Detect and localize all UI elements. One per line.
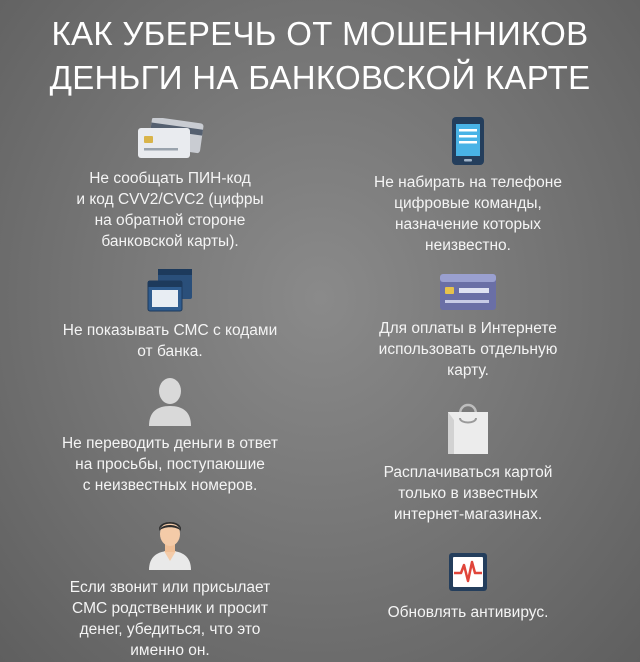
credit-cards-icon bbox=[134, 118, 206, 162]
tip-line: на просьбы, поступаюшие bbox=[75, 456, 265, 473]
tip-line: банковской карты). bbox=[101, 233, 239, 250]
tip-money-transfer bbox=[35, 375, 305, 496]
tip-line: и код CVV2/CVC2 (цифры bbox=[76, 191, 264, 208]
tip-line: Не показывать СМС с кодами bbox=[62, 322, 278, 339]
tip-antivirus bbox=[333, 552, 603, 623]
shopping-bag-icon bbox=[446, 400, 490, 456]
tip-line: использовать отдельную bbox=[378, 341, 558, 358]
tip-line: Если звонит или присылает bbox=[69, 579, 271, 596]
tip-text bbox=[333, 462, 603, 525]
tip-text bbox=[35, 577, 305, 661]
tip-line: цифровые команды, bbox=[394, 195, 542, 212]
tip-line: именно он. bbox=[130, 642, 210, 659]
tip-line: с неизвестных номеров. bbox=[82, 477, 258, 494]
tip-line: только в известных bbox=[398, 485, 538, 502]
phone-icon bbox=[448, 116, 488, 166]
tip-text bbox=[333, 172, 603, 256]
tip-line: на обратной стороне bbox=[94, 212, 246, 229]
tip-line: неизвестно. bbox=[425, 237, 511, 254]
windows-icon bbox=[146, 268, 194, 314]
tip-phone-commands bbox=[333, 116, 603, 256]
tip-line: карту. bbox=[447, 362, 489, 379]
tip-line: Не набирать на телефоне bbox=[374, 174, 562, 191]
tip-text bbox=[35, 320, 305, 362]
tip-line: от банка. bbox=[137, 343, 203, 360]
tip-separate-card bbox=[333, 272, 603, 381]
tip-line: Расплачиваться картой bbox=[383, 464, 553, 481]
tip-line: СМС родственник и просит bbox=[72, 600, 268, 617]
tip-line: Не переводить деньги в ответ bbox=[61, 435, 278, 452]
tip-line: интернет-магазинах. bbox=[393, 506, 543, 523]
tip-sms-codes bbox=[35, 268, 305, 362]
tip-text bbox=[35, 168, 305, 252]
credit-card-icon bbox=[439, 272, 497, 312]
tip-line: Для оплаты в Интернете bbox=[379, 320, 557, 337]
tip-line: Не сообщать ПИН-код bbox=[89, 170, 251, 187]
tip-line: Обновлять антивирус. bbox=[387, 604, 549, 621]
person-icon bbox=[147, 517, 193, 571]
title-line-1: КАК УБЕРЕЧЬ ОТ МОШЕННИКОВ bbox=[51, 15, 589, 52]
heart-monitor-icon bbox=[448, 552, 488, 592]
page-title bbox=[0, 12, 640, 100]
tip-line: денег, убедиться, что это bbox=[79, 621, 261, 638]
user-silhouette-icon bbox=[147, 375, 193, 427]
title-line-2: ДЕНЬГИ НА БАНКОВСКОЙ КАРТЕ bbox=[49, 59, 591, 96]
tip-known-shops bbox=[333, 400, 603, 525]
tip-text bbox=[333, 602, 603, 623]
tip-text bbox=[333, 318, 603, 381]
tip-text bbox=[35, 433, 305, 496]
tip-pin-code bbox=[35, 118, 305, 252]
tip-line: назначение которых bbox=[394, 216, 542, 233]
tip-relative-call bbox=[35, 517, 305, 661]
